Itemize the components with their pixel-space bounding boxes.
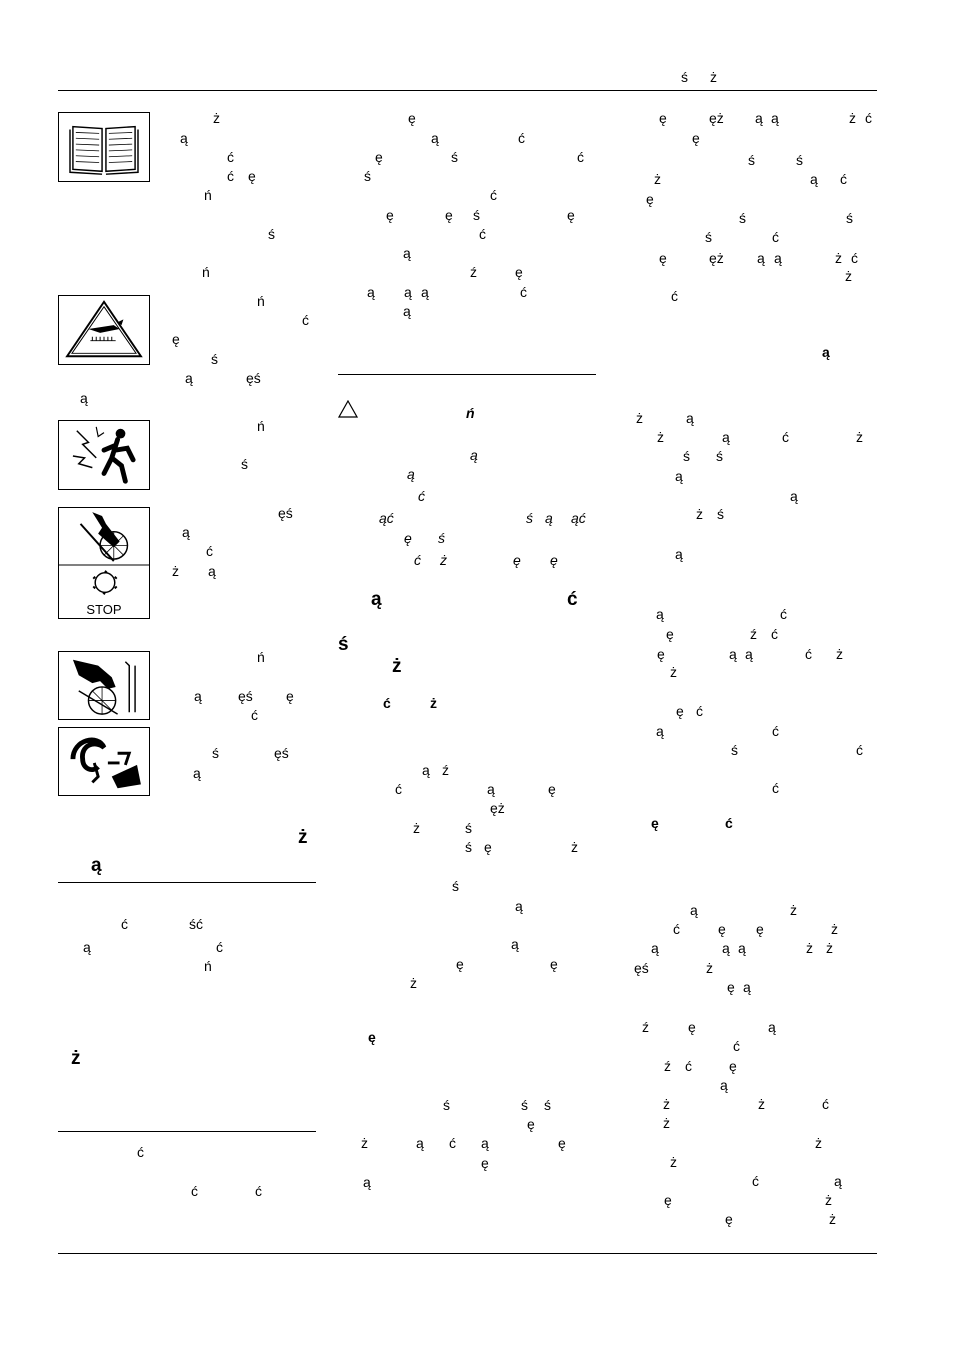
text-fragment: ą bbox=[774, 250, 782, 266]
col2-section-rule bbox=[338, 374, 596, 375]
text-fragment: ś bbox=[717, 506, 724, 522]
text-fragment: ą bbox=[755, 110, 763, 126]
text-fragment: ę bbox=[286, 688, 294, 704]
text-fragment: ś bbox=[211, 351, 218, 367]
text-fragment: ż bbox=[361, 1135, 368, 1151]
section-heading: ż bbox=[392, 656, 402, 677]
text-fragment: ęś bbox=[274, 745, 289, 761]
text-fragment: ś bbox=[473, 207, 480, 223]
text-fragment: ę bbox=[481, 1155, 489, 1171]
text-fragment: ę bbox=[445, 207, 453, 223]
text-fragment: ć bbox=[771, 626, 778, 642]
text-fragment: ę bbox=[659, 110, 667, 126]
stop-label: STOP bbox=[86, 602, 122, 617]
text-fragment: ę bbox=[248, 168, 256, 184]
text-fragment: ą bbox=[403, 303, 411, 319]
text-fragment: ą bbox=[487, 781, 495, 797]
section-heading: ż bbox=[71, 1048, 81, 1069]
text-fragment: ę bbox=[567, 207, 575, 223]
text-fragment: ę bbox=[368, 1029, 376, 1045]
header-text: ś bbox=[681, 69, 688, 85]
text-fragment: ą bbox=[193, 765, 201, 781]
col1-section-rule-2 bbox=[58, 1131, 316, 1132]
text-fragment: ą bbox=[651, 940, 659, 956]
text-fragment: ęż bbox=[709, 110, 724, 126]
text-fragment: ę bbox=[172, 331, 180, 347]
text-fragment: ć bbox=[518, 130, 525, 146]
text-fragment: ż bbox=[571, 839, 578, 855]
text-fragment: ż bbox=[835, 250, 842, 266]
text-fragment: ę bbox=[692, 130, 700, 146]
text-fragment: ę bbox=[725, 1211, 733, 1227]
text-fragment: ć bbox=[851, 250, 858, 266]
section-heading: ą bbox=[91, 855, 102, 876]
text-fragment: ń bbox=[257, 649, 265, 665]
text-fragment: ć bbox=[302, 312, 309, 328]
text-fragment: ż bbox=[806, 940, 813, 956]
text-fragment: ś bbox=[443, 1097, 450, 1113]
text-fragment: ć bbox=[822, 1096, 829, 1112]
text-fragment: ę bbox=[386, 207, 394, 223]
text-fragment: ą bbox=[367, 284, 375, 300]
text-fragment: ą bbox=[404, 284, 412, 300]
text-fragment: ś bbox=[364, 168, 371, 184]
text-fragment: ż bbox=[825, 1192, 832, 1208]
text-fragment: ę bbox=[515, 264, 523, 280]
text-fragment: ą bbox=[675, 546, 683, 562]
text-fragment: ą bbox=[656, 723, 664, 739]
hot-surface-warning-icon bbox=[58, 295, 150, 365]
text-fragment: ą bbox=[743, 979, 751, 995]
text-fragment: ś bbox=[544, 1097, 551, 1113]
text-fragment: ą bbox=[822, 344, 830, 360]
text-fragment: ć bbox=[255, 1183, 262, 1199]
text-fragment: ą bbox=[180, 130, 188, 146]
text-fragment: ą bbox=[738, 940, 746, 956]
text-fragment: ż bbox=[654, 171, 661, 187]
text-fragment: ś bbox=[451, 149, 458, 165]
text-fragment: ą bbox=[720, 1077, 728, 1093]
text-fragment: ą bbox=[422, 762, 430, 778]
text-fragment: ą bbox=[834, 1173, 842, 1189]
text-fragment: ą bbox=[790, 488, 798, 504]
text-fragment: ć bbox=[206, 543, 213, 559]
text-fragment: ć bbox=[418, 488, 425, 504]
text-fragment: ę bbox=[727, 979, 735, 995]
text-fragment: ć bbox=[216, 939, 223, 955]
text-fragment: ę bbox=[688, 1019, 696, 1035]
text-fragment: ć bbox=[520, 284, 527, 300]
text-fragment: ć bbox=[772, 723, 779, 739]
text-fragment: ę bbox=[666, 626, 674, 642]
text-fragment: ą bbox=[690, 902, 698, 918]
text-fragment: ś bbox=[739, 210, 746, 226]
text-fragment: ź bbox=[642, 1019, 649, 1035]
text-fragment: ęś bbox=[246, 370, 261, 386]
text-fragment: ż bbox=[845, 268, 852, 284]
text-fragment: ą bbox=[511, 936, 519, 952]
text-fragment: ę bbox=[657, 646, 665, 662]
text-fragment: ź bbox=[442, 762, 449, 778]
text-fragment: ć bbox=[772, 229, 779, 245]
text-fragment: ć bbox=[772, 780, 779, 796]
text-fragment: ć bbox=[383, 695, 391, 711]
text-fragment: ś bbox=[438, 530, 445, 546]
footer-rule bbox=[58, 1253, 877, 1254]
text-fragment: ż bbox=[815, 1135, 822, 1151]
text-fragment: ź bbox=[470, 264, 477, 280]
text-fragment: ą bbox=[757, 250, 765, 266]
text-fragment: ą bbox=[686, 410, 694, 426]
text-fragment: ż bbox=[636, 410, 643, 426]
text-fragment: ń bbox=[466, 405, 475, 421]
text-fragment: ń bbox=[257, 293, 265, 309]
text-fragment: ą bbox=[515, 898, 523, 914]
text-fragment: ą bbox=[182, 524, 190, 540]
text-fragment: ć bbox=[733, 1038, 740, 1054]
text-fragment: ą bbox=[771, 110, 779, 126]
text-fragment: ą bbox=[194, 688, 202, 704]
hand-near-blade-icon bbox=[58, 651, 150, 720]
text-fragment: ę bbox=[664, 1192, 672, 1208]
text-fragment: ą bbox=[656, 606, 664, 622]
rotating-blade-hand-icon bbox=[58, 507, 150, 619]
section-heading: ą bbox=[371, 589, 382, 610]
text-fragment: ć bbox=[752, 1173, 759, 1189]
text-fragment: ć bbox=[414, 552, 421, 568]
section-heading: ć bbox=[567, 589, 578, 610]
text-fragment: ą bbox=[185, 370, 193, 386]
text-fragment: ę bbox=[550, 552, 558, 568]
text-fragment: ż bbox=[829, 1211, 836, 1227]
text-fragment: ą bbox=[80, 390, 88, 406]
text-fragment: ć bbox=[780, 606, 787, 622]
text-fragment: ęś bbox=[238, 688, 253, 704]
text-fragment: ę bbox=[484, 839, 492, 855]
text-fragment: ś bbox=[212, 745, 219, 761]
text-fragment: ś bbox=[748, 152, 755, 168]
text-fragment: ęż bbox=[490, 800, 505, 816]
text-fragment: ń bbox=[202, 264, 210, 280]
text-fragment: ż bbox=[670, 1154, 677, 1170]
text-fragment: ę bbox=[408, 110, 416, 126]
text-fragment: ś bbox=[241, 456, 248, 472]
text-fragment: ż bbox=[430, 695, 437, 711]
text-fragment: ę bbox=[756, 921, 764, 937]
text-fragment: ć bbox=[673, 921, 680, 937]
text-fragment: ą bbox=[722, 429, 730, 445]
text-fragment: ę bbox=[548, 781, 556, 797]
text-fragment: ą bbox=[768, 1019, 776, 1035]
text-fragment: ć bbox=[137, 1144, 144, 1160]
text-fragment: ęś bbox=[634, 960, 649, 976]
text-fragment: ż bbox=[410, 975, 417, 991]
text-fragment: ż bbox=[657, 429, 664, 445]
text-fragment: ś bbox=[683, 448, 690, 464]
text-fragment: ń bbox=[257, 418, 265, 434]
text-fragment: ś bbox=[796, 152, 803, 168]
text-fragment: ć bbox=[696, 703, 703, 719]
text-fragment: ę bbox=[527, 1116, 535, 1132]
text-fragment: ą bbox=[83, 939, 91, 955]
col1-section-rule bbox=[58, 882, 316, 883]
text-fragment: ś bbox=[452, 878, 459, 894]
text-fragment: ż bbox=[440, 552, 447, 568]
text-fragment: ąć bbox=[571, 510, 586, 526]
text-fragment: ż bbox=[663, 1115, 670, 1131]
text-fragment: ęś bbox=[278, 505, 293, 521]
text-fragment: ż bbox=[670, 664, 677, 680]
text-fragment: ż bbox=[831, 921, 838, 937]
text-fragment: ć bbox=[840, 171, 847, 187]
section-heading: ż bbox=[298, 827, 308, 848]
text-fragment: ą bbox=[675, 468, 683, 484]
text-fragment: ą bbox=[810, 171, 818, 187]
text-fragment: ę bbox=[676, 703, 684, 719]
text-fragment: ę bbox=[651, 815, 659, 831]
text-fragment: ć bbox=[865, 110, 872, 126]
text-fragment: ś bbox=[465, 839, 472, 855]
text-fragment: ż bbox=[213, 110, 220, 126]
text-fragment: ę bbox=[404, 530, 412, 546]
header-text: ż bbox=[710, 69, 717, 85]
text-fragment: ą bbox=[363, 1174, 371, 1190]
text-fragment: ą bbox=[545, 510, 553, 526]
text-fragment: ść bbox=[189, 916, 203, 932]
text-fragment: ś bbox=[465, 820, 472, 836]
text-fragment: ę bbox=[558, 1135, 566, 1151]
text-fragment: ą bbox=[416, 1135, 424, 1151]
text-fragment: ż bbox=[706, 960, 713, 976]
text-fragment: ś bbox=[705, 229, 712, 245]
text-fragment: ć bbox=[251, 707, 258, 723]
text-fragment: ąć bbox=[379, 510, 394, 526]
text-fragment: ż bbox=[696, 506, 703, 522]
text-fragment: ę bbox=[375, 149, 383, 165]
text-fragment: ż bbox=[790, 902, 797, 918]
text-fragment: ć bbox=[191, 1183, 198, 1199]
text-fragment: ź bbox=[664, 1058, 671, 1074]
text-fragment: ś bbox=[731, 742, 738, 758]
text-fragment: ć bbox=[490, 187, 497, 203]
text-fragment: ę bbox=[718, 921, 726, 937]
text-fragment: ż bbox=[849, 110, 856, 126]
text-fragment: ą bbox=[403, 245, 411, 261]
text-fragment: ć bbox=[856, 742, 863, 758]
text-fragment: ą bbox=[729, 646, 737, 662]
text-fragment: ć bbox=[395, 781, 402, 797]
text-fragment: ę bbox=[456, 956, 464, 972]
text-fragment: ę bbox=[513, 552, 521, 568]
text-fragment: ć bbox=[121, 916, 128, 932]
electric-shock-icon bbox=[58, 420, 150, 490]
text-fragment: ć bbox=[227, 168, 234, 184]
warning-triangle-icon bbox=[338, 400, 358, 418]
text-fragment: ć bbox=[449, 1135, 456, 1151]
text-fragment: ś bbox=[526, 510, 533, 526]
text-fragment: ż bbox=[856, 429, 863, 445]
text-fragment: ż bbox=[663, 1096, 670, 1112]
text-fragment: ż bbox=[172, 563, 179, 579]
text-fragment: ć bbox=[577, 149, 584, 165]
text-fragment: ą bbox=[431, 130, 439, 146]
text-fragment: ć bbox=[671, 288, 678, 304]
text-fragment: ą bbox=[470, 447, 478, 463]
text-fragment: ż bbox=[413, 820, 420, 836]
text-fragment: ż bbox=[758, 1096, 765, 1112]
cord-hand-icon bbox=[58, 727, 150, 796]
text-fragment: ś bbox=[268, 226, 275, 242]
text-fragment: ć bbox=[805, 646, 812, 662]
text-fragment: ę bbox=[550, 956, 558, 972]
text-fragment: ą bbox=[722, 940, 730, 956]
text-fragment: ź bbox=[750, 626, 757, 642]
text-fragment: ą bbox=[407, 466, 415, 482]
text-fragment: ę bbox=[659, 250, 667, 266]
open-book-icon bbox=[58, 112, 150, 182]
text-fragment: ęż bbox=[709, 250, 724, 266]
text-fragment: ś bbox=[716, 448, 723, 464]
header-rule bbox=[58, 90, 877, 91]
text-fragment: ń bbox=[204, 958, 212, 974]
text-fragment: ą bbox=[481, 1135, 489, 1151]
text-fragment: ż bbox=[836, 646, 843, 662]
text-fragment: ć bbox=[479, 226, 486, 242]
section-heading: ś bbox=[338, 634, 349, 655]
text-fragment: ą bbox=[745, 646, 753, 662]
text-fragment: ć bbox=[227, 149, 234, 165]
text-fragment: ą bbox=[208, 563, 216, 579]
text-fragment: ę bbox=[646, 191, 654, 207]
text-fragment: ż bbox=[826, 940, 833, 956]
text-fragment: ć bbox=[685, 1058, 692, 1074]
text-fragment: ę bbox=[729, 1058, 737, 1074]
text-fragment: ś bbox=[521, 1097, 528, 1113]
text-fragment: ś bbox=[846, 210, 853, 226]
text-fragment: ć bbox=[782, 429, 789, 445]
text-fragment: ń bbox=[204, 187, 212, 203]
text-fragment: ć bbox=[725, 815, 733, 831]
text-fragment: ą bbox=[421, 284, 429, 300]
